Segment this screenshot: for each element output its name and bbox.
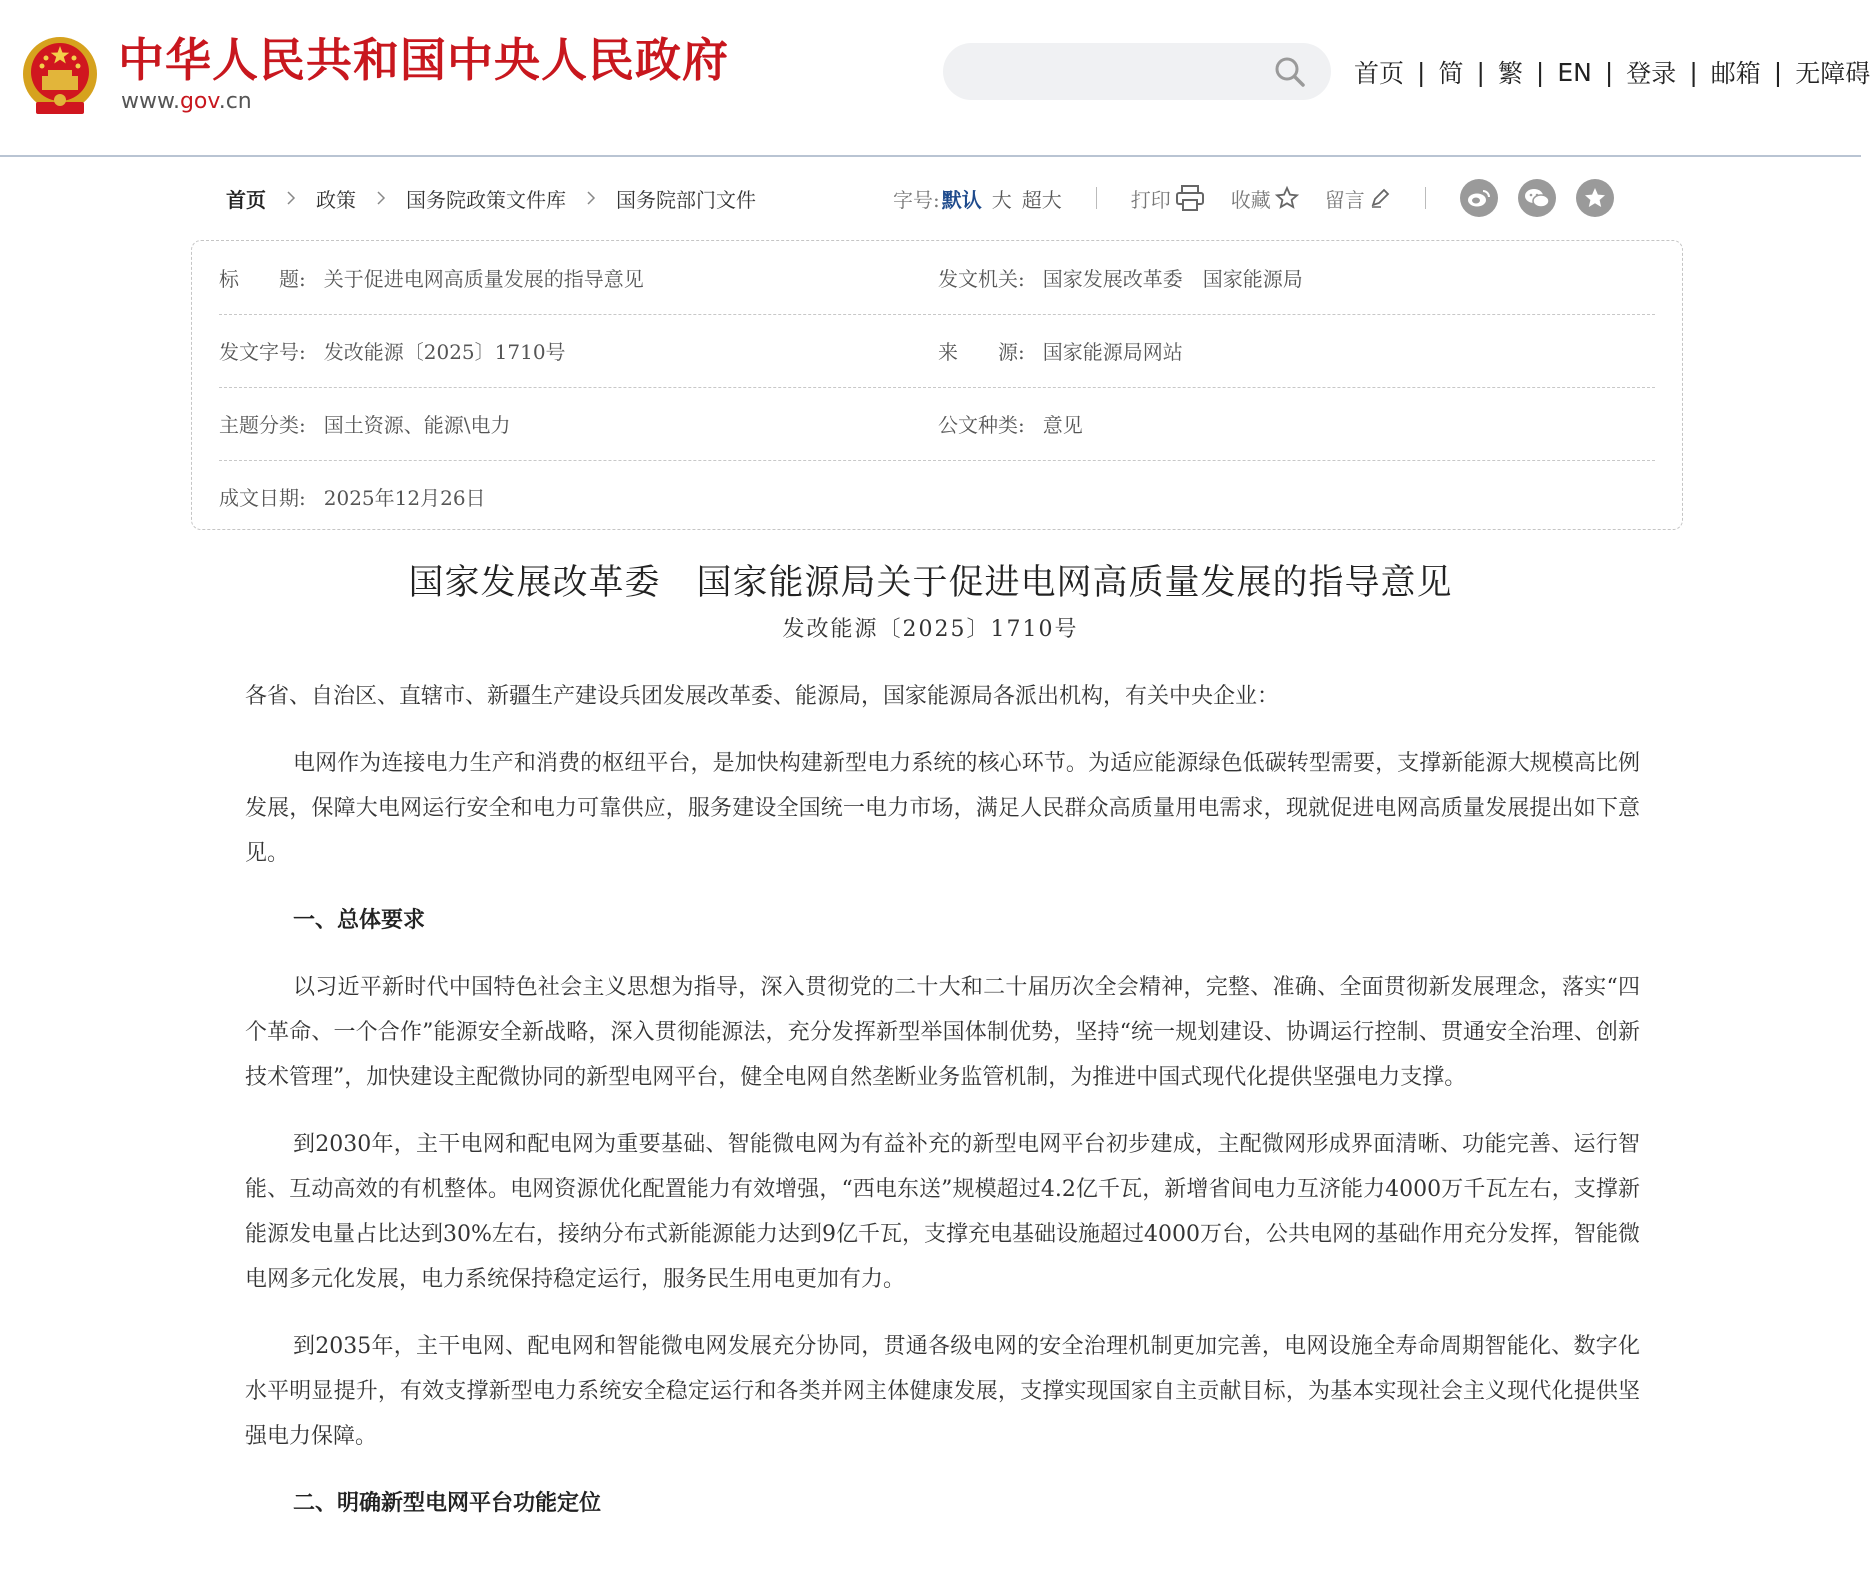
- chevron-right-icon: [286, 191, 296, 205]
- font-size-label: 字号:: [893, 187, 940, 212]
- article-paragraph: 以习近平新时代中国特色社会主义思想为指导，深入贯彻党的二十大和二十届历次全会精神，完整、准确、全面贯彻新发展理念，落实“四个革命、一个合作”能源安全新战略，深入贯彻能源法，充分发挥新型举国体制优势，坚持“统一规划建设、协调运行控制、贯通安全治理、创新技术管理”，加快建设主配微协同的新型电网平台，健全电网自然垄断业务监管机制，为推进中国式现代化提供坚强电力支撑。: [245, 975, 1640, 1090]
- info-issuer: [938, 241, 1303, 314]
- info-date-label: 成文日期:: [219, 486, 306, 510]
- info-docno-value: 发改能源〔2025〕1710号: [323, 340, 566, 364]
- nav-simplified[interactable]: 简: [1438, 59, 1464, 88]
- breadcrumb-department-files[interactable]: 国务院部门文件: [616, 187, 756, 212]
- font-size-default[interactable]: 默认: [941, 187, 982, 212]
- printer-icon: [1175, 185, 1205, 211]
- article-paragraph: 到2035年，主干电网、配电网和智能微电网发展充分协同，贯通各级电网的安全治理机制更加完善，电网设施全寿命周期智能化、数字化水平明显提升，有效支撑新型电力系统安全稳定运行和各类并网主体健康发展，支撑实现国家自主贡献目标，为基本实现社会主义现代化提供坚强电力保障。: [245, 1334, 1640, 1449]
- nav-separator: |: [1476, 57, 1485, 87]
- national-emblem-icon[interactable]: [20, 34, 100, 118]
- wechat-share-button[interactable]: [1518, 179, 1556, 217]
- article-paragraph: 到2030年，主干电网和配电网为重要基础、智能微电网为有益补充的新型电网平台初步建成，主配微网形成界面清晰、功能完善、运行智能、互动高效的有机整体。电网资源优化配置能力有效增强，“西电东送”规模超过4.2亿千瓦，新增省间电力互济能力4000万千瓦左右，支撑新能源发电量占比达到30%左右，接纳分布式新能源能力达到9亿千瓦，支撑充电基础设施超过4000万台，公共电网的基础作用充分发挥，智能微电网多元化发展，电力系统保持稳定运行，服务民生用电更加有力。: [245, 1132, 1640, 1292]
- article-body: [245, 674, 1640, 1548]
- nav-login[interactable]: 登录: [1626, 59, 1677, 88]
- font-size-large[interactable]: 大: [991, 187, 1012, 212]
- info-type-value: 意见: [1042, 413, 1083, 437]
- article-addressee: 各省、自治区、直辖市、新疆生产建设兵团发展改革委、能源局，国家能源局各派出机构，有关中央企业：: [245, 684, 1280, 709]
- pencil-icon: [1369, 187, 1391, 209]
- info-row-title: [219, 241, 1655, 315]
- breadcrumb-policy[interactable]: 政策: [316, 187, 356, 212]
- info-issuer-label: 发文机关:: [938, 267, 1025, 291]
- info-title: [219, 241, 644, 314]
- nav-traditional[interactable]: 繁: [1497, 59, 1523, 88]
- info-issuer-value: 国家发展改革委 国家能源局: [1042, 267, 1303, 291]
- favorite-button[interactable]: [1231, 184, 1299, 213]
- nav-separator: |: [1689, 57, 1698, 87]
- chevron-right-icon: [586, 191, 596, 205]
- article-toolbar: [893, 176, 1634, 220]
- weibo-share-button[interactable]: [1460, 179, 1498, 217]
- nav-accessibility[interactable]: 无障碍: [1795, 59, 1870, 88]
- info-docno: [219, 314, 566, 387]
- info-row-topic: [219, 387, 1655, 461]
- info-date: [219, 460, 486, 533]
- search-box: [943, 43, 1331, 100]
- share-group: [1460, 179, 1634, 217]
- site-domain: [121, 89, 252, 114]
- breadcrumb-home[interactable]: 首页: [226, 187, 266, 212]
- info-title-value: 关于促进电网高质量发展的指导意见: [323, 267, 644, 291]
- print-button[interactable]: [1131, 184, 1205, 213]
- search-input[interactable]: [967, 53, 1261, 91]
- star-icon: [1275, 186, 1299, 210]
- breadcrumb: [226, 176, 756, 220]
- nav-mailbox[interactable]: 邮箱: [1710, 59, 1761, 88]
- top-nav: [1354, 54, 1870, 90]
- toolbar-divider: [1425, 187, 1426, 209]
- nav-separator: |: [1535, 57, 1545, 87]
- nav-separator: |: [1773, 57, 1783, 87]
- info-source-label: 来 源:: [938, 340, 1025, 364]
- nav-english[interactable]: EN: [1557, 57, 1592, 87]
- info-type-label: 公文种类:: [938, 413, 1025, 437]
- nav-separator: |: [1604, 57, 1614, 87]
- info-row-docno: [219, 314, 1655, 388]
- info-title-label: 标 题:: [219, 267, 306, 291]
- domain-suffix: .cn: [218, 89, 252, 114]
- article-paragraph: 电网作为连接电力生产和消费的枢纽平台，是加快构建新型电力系统的核心环节。为适应能源绿色低碳转型需要，支撑新能源大规模高比例发展，保障大电网运行安全和电力可靠供应，服务建设全国统一电力市场，满足人民群众高质量用电需求，现就促进电网高质量发展提出如下意见。: [245, 751, 1640, 866]
- search-icon[interactable]: [1273, 55, 1307, 89]
- info-row-date: [219, 460, 1655, 533]
- article-doc-number: 发改能源〔2025〕1710号: [782, 617, 1079, 642]
- favorite-label: 收藏: [1230, 187, 1271, 212]
- toolbar-divider: [1096, 187, 1097, 209]
- breadcrumb-policy-library[interactable]: 国务院政策文件库: [406, 187, 566, 212]
- domain-highlight: gov: [179, 89, 219, 114]
- info-topic-value: 国土资源、能源\电力: [323, 413, 511, 437]
- nav-separator: |: [1417, 57, 1426, 87]
- comment-label: 留言: [1324, 187, 1365, 212]
- comment-button[interactable]: [1325, 184, 1391, 213]
- weibo-icon: [1467, 188, 1491, 208]
- qzone-share-button[interactable]: [1576, 179, 1614, 217]
- wechat-icon: [1524, 187, 1550, 209]
- document-info-box: [191, 240, 1683, 530]
- nav-home[interactable]: 首页: [1354, 59, 1405, 88]
- info-topic-label: 主题分类:: [219, 413, 306, 437]
- info-source-value: 国家能源局网站: [1042, 340, 1183, 364]
- info-source: [938, 314, 1183, 387]
- print-label: 打印: [1130, 187, 1171, 212]
- article-title: 国家发展改革委 国家能源局关于促进电网高质量发展的指导意见: [408, 563, 1453, 603]
- section-heading: 一、总体要求: [293, 907, 426, 933]
- domain-prefix: www.: [121, 89, 180, 114]
- qzone-icon: [1583, 186, 1607, 210]
- info-type: [938, 387, 1083, 460]
- info-date-value: 2025年12月26日: [323, 486, 486, 510]
- info-docno-label: 发文字号:: [219, 340, 306, 364]
- chevron-right-icon: [376, 191, 386, 205]
- font-size-xlarge[interactable]: 超大: [1021, 187, 1062, 212]
- site-title[interactable]: 中华人民共和国中央人民政府: [118, 33, 729, 87]
- section-heading: 二、明确新型电网平台功能定位: [293, 1490, 602, 1516]
- site-header: [0, 0, 1870, 157]
- info-topic: [219, 387, 511, 460]
